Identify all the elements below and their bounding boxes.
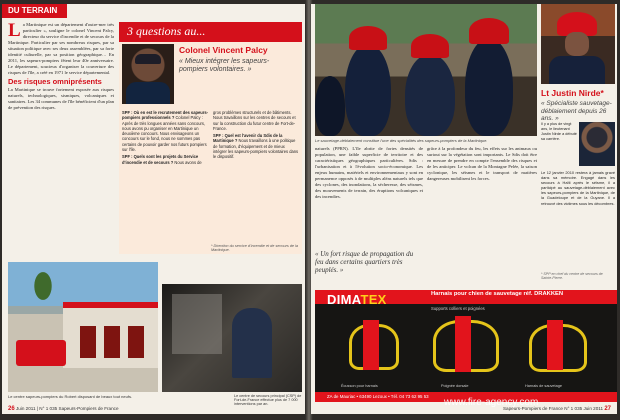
right-page xyxy=(311,4,617,414)
brand-main: DIMA xyxy=(327,292,361,307)
photo1-caption: Le centre sapeurs-pompiers du Robert disposant de beaux tout neufs. xyxy=(8,394,133,399)
right-column-1 xyxy=(315,146,423,202)
interview-quote: « Mieux intégrer les sapeurs-pompiers volontaires. » xyxy=(179,58,270,73)
palm-tree-shape xyxy=(28,270,58,310)
helmet-shape xyxy=(469,18,509,44)
rescue-team-photo xyxy=(315,4,537,136)
right-column-2-text: grâce à la profondeur du feu, les effets sur les animaux ou surtout sur la végétation sont importants. Le Sdis doit être en mesure de prendre en compte l'ensemble des risques et de les anticiper. Le volcan de la Montagne Pelée, la saison cyclonique, les séismes et le transport de matières dangereuses mobilisent les forces. xyxy=(427,146,537,181)
right-column-2 xyxy=(427,146,537,184)
advert-footer: ZA de Mauriac • 63490 Lezoux • Tél. 04 73 62 95 53 xyxy=(315,392,617,402)
profile-text-a: Il y a plus de vingt ans, le lieutenant Justin Nirde a débuté sa carrière. xyxy=(541,122,577,141)
photo3-caption: Le sauvetage-déblaiement constitue l'une des spécialités des sapeurs-pompiers de la Martinique. xyxy=(315,138,488,143)
question-1: SPF : Où en est le recrutement des sapeurs-pompiers professionnels ? xyxy=(122,110,208,121)
answer-3: Nous travaillons à une politique de formation, d'équipement et de mieux intégrer les sapeurs-pompiers volontaires dans le dispositif. xyxy=(213,138,299,160)
interview-footnote: * Direction du service d'incendie et de secours de la Martinique. xyxy=(211,244,299,252)
uniform-shape xyxy=(549,56,605,84)
intro-column xyxy=(8,22,114,113)
profile-text-b: Le 12 janvier 2010 restera à jamais gravé dans sa mémoire. Engagé dans les secours à Haïti après le séisme, il a participé au sauvetage-déblaiement avec les sapeurs-pompiers de la Martinique, de la Guadeloupe et de la Guyane. Il a retrouvé des victimes sous les décombres. xyxy=(541,170,615,206)
helmet-shape xyxy=(349,26,387,50)
firefighter-shape xyxy=(405,54,455,136)
operator-shape xyxy=(232,308,272,378)
pull-quote: « Un fort risque de propagation du feu dans certains quartiers très peuplés. » xyxy=(315,250,414,274)
interview-box xyxy=(119,22,302,254)
intro-text: a Martinique est un département d'outre-mer très particulier », souligne le colonel Vincent Palcy, directeur du service d'incendie et de secours de la Martinique. Particulier par ses nombreux risques, par sa situation politique avec ses deux assemblées, par sa forte identité culturelle, par sa position géographique… En 2011, les sapeurs-pompiers fêtent leur 40e anniversaire. Le département, soucieux d'organiser la couverture des risques de l'île, a créé en 1971 le service départemental. xyxy=(8,22,114,75)
dimatex-advert xyxy=(315,290,617,402)
firefighter-shape xyxy=(465,38,513,136)
helmet-shape xyxy=(411,34,449,58)
control-room-photo xyxy=(162,284,302,392)
lieutenant-photo xyxy=(541,4,615,84)
firefighter-shape xyxy=(315,76,345,136)
fire-truck-shape xyxy=(16,340,66,366)
interview-title: 3 questions au... xyxy=(127,24,206,38)
brand-logo xyxy=(327,292,387,307)
left-page xyxy=(2,4,307,414)
advert-subline: Supports colliers et poignées xyxy=(431,306,485,311)
portrait-photo-small xyxy=(579,122,615,166)
uniform-shape xyxy=(126,82,170,104)
watermark: www.fire-agency.com xyxy=(444,397,539,408)
left-folio-text: Juin 2011 | N° 1 035 Sapeurs-Pompiers de France xyxy=(15,406,119,411)
strap-shape xyxy=(363,320,379,370)
advert-slogan: Harnais pour chien de sauvetage réf. DRAKKEN xyxy=(431,291,564,297)
cap-shape xyxy=(135,54,161,64)
advert-caption-a: Écusson pour harnais xyxy=(341,384,378,388)
strap-shape xyxy=(547,320,563,370)
question-3: SPF : Quel est l'avenir du Sdis de la Martinique ? xyxy=(213,133,283,144)
photo2-caption: Le centre de secours principal (CSP) de Fort-de-France effectue plus de 7 000 interventions par an. xyxy=(234,394,302,406)
sidebar-profile xyxy=(541,4,615,280)
question-2: SPF : Quels sont les projets du Service d'incendie et de secours ? xyxy=(122,154,199,165)
section-tag: DU TERRAIN xyxy=(2,4,67,18)
right-folio-text: Sapeurs-Pompiers de France N° 1 035 Juin 2011 xyxy=(502,406,604,411)
garage-door-shape xyxy=(104,326,120,358)
firefighter-shape xyxy=(345,44,391,136)
advert-caption-b: Poignée dorsale xyxy=(441,384,469,388)
right-page-number: 27 xyxy=(604,406,611,412)
profile-quote: « Spécialiste sauvetage-déblaiement depuis 26 ans. » xyxy=(541,100,612,122)
answer-2: Nous avons de gros problèmes structurels et de bâtiments. Nous travaillons sur les centres de secours et sur la construction du futur centre de Fort-de-France. xyxy=(174,110,296,165)
left-folio xyxy=(8,406,119,412)
garage-door-shape xyxy=(128,326,144,358)
right-column-1-text: naturels (PPRN). L'île abrite de fortes densités de population, une faible superficie de territoire et des caractéristiques géographiques particulières. Sdis : l'urbanisation et à l'évolution socio-économique. Les enjeux humains, matériels et environnementaux y sont en permanence opposés à de multiples aléas naturels tels que des cyclones, des inondations, la sécheresse, des séismes, des mouvements de terrain, des éruptions volcaniques et des incendies. xyxy=(315,146,423,199)
brand-accent: TEX xyxy=(360,292,387,307)
advert-caption-c: Harnais de sauvetage xyxy=(525,384,562,388)
left-page-number: 26 xyxy=(8,406,15,412)
strap-shape xyxy=(455,316,471,372)
face-shape xyxy=(565,32,589,56)
fire-station-photo xyxy=(8,262,158,392)
risks-text: La Martinique se trouve fortement exposée aux risques naturels, technologiques, sismiques, volcaniques et sanitaires. Les 34 communes de l'île bénéficient d'un plan de prévention des risques. xyxy=(8,87,114,110)
interview-body xyxy=(122,110,299,165)
answer-1: Colonel Palcy : Après de très longues années sans concours, nous avons pu organiser en Martinique un deuxième concours. Nous envisageons un concours sur le fond, nous ne sommes pas certains de pouvoir garder nos futurs pompiers sur l'île. xyxy=(122,115,207,153)
garage-door-shape xyxy=(80,326,96,358)
window-light-shape xyxy=(172,294,222,354)
profile-name: Lt Justin Nirde* xyxy=(541,88,604,98)
subhead-risks: Des risques omniprésents xyxy=(8,77,102,86)
profile-footnote: * SPP en chef du centre de secours de Sainte-Pierre. xyxy=(541,272,603,280)
interview-name: Colonel Vincent Palcy xyxy=(179,45,268,55)
drop-cap: L xyxy=(8,20,21,41)
portrait-photo xyxy=(122,44,174,104)
